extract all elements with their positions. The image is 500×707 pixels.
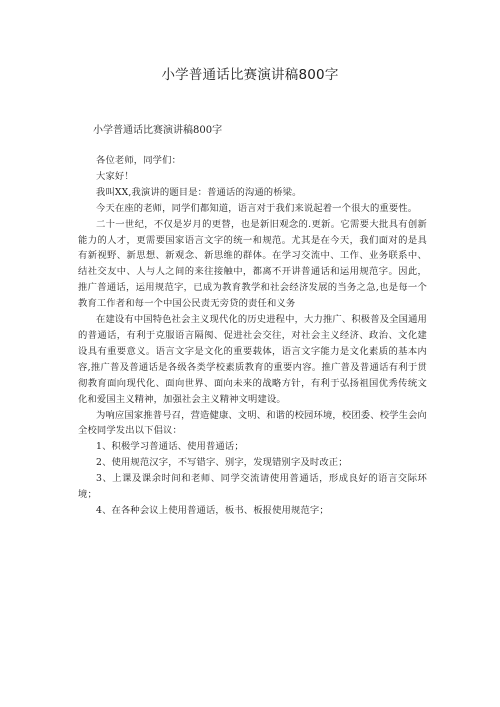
document-body: [78, 153, 427, 519]
paragraph-initiative: 为响应国家推普号召，营造健康、文明、和谐的校园环境，校团委、校学生会向全校同学发出以下倡议：: [78, 409, 427, 437]
paragraph-twenty-first-century: 二十一世纪，不仅是岁月的更替，也是新旧观念的.更新。它需要大批具有创新能力的人才，更需要国家语言文字的统一和规范。尤其是在今天，我们面对的是具有新视野、新思想、新观念、新思维的群体。在学习交流中、工作、业务联系中、结社交友中、人与人之间的来往接触中，都离不开讲普通话和运用规范字。因此，推广普通话，运用规范字，已成为教育教学和社会经济发展的当务之急,也是每一个教育工作者和每一个中国公民责无旁贷的责任和义务: [78, 218, 427, 310]
document-subtitle: 小学普通话比赛演讲稿800字: [93, 125, 223, 136]
list-item-4: 4、在各种会议上使用普通话，板书、板报使用规范字；: [96, 504, 329, 516]
paragraph-socialist-construction: 在建设有中国特色社会主义现代化的历史进程中，大力推广、积极普及全国通用的普通话，有利于克服语言隔阂、促进社会交往，对社会主义经济、政治、文化建设具有重要意义。语言文字是文化的重要载体，语言文字能力是文化素质的基本内容,推广普及普通话是各级各类学校素质教育的重要内容。推广普及普通话有利于贯彻教育面向现代化、面向世界、面向未来的战略方针，有利于弘扬祖国优秀传统文化和爱国主义精神，加强社会主义精神文明建设。: [78, 314, 427, 405]
list-item-3: 3、上课及课余时间和老师、同学交流请使用普通话，形成良好的语言交际环境；: [78, 473, 427, 501]
document-title: 小学普通话比赛演讲稿800字: [161, 67, 339, 83]
list-item-2: 2、使用规范汉字，不写错字、别字，发现错别字及时改正；: [96, 457, 348, 469]
list-item-1: 1、积极学习普通话、使用普通话；: [96, 441, 244, 453]
paragraph-introduction: 我叫XX,我演讲的题目是：普通话的沟通的桥梁。: [96, 186, 302, 198]
paragraph-importance: 今天在座的老师，同学们都知道，语言对于我们来说起着一个很大的重要性。: [96, 202, 418, 214]
paragraph-hello: 大家好！: [96, 170, 134, 182]
paragraph-greeting: 各位老师，同学们：: [96, 155, 182, 166]
